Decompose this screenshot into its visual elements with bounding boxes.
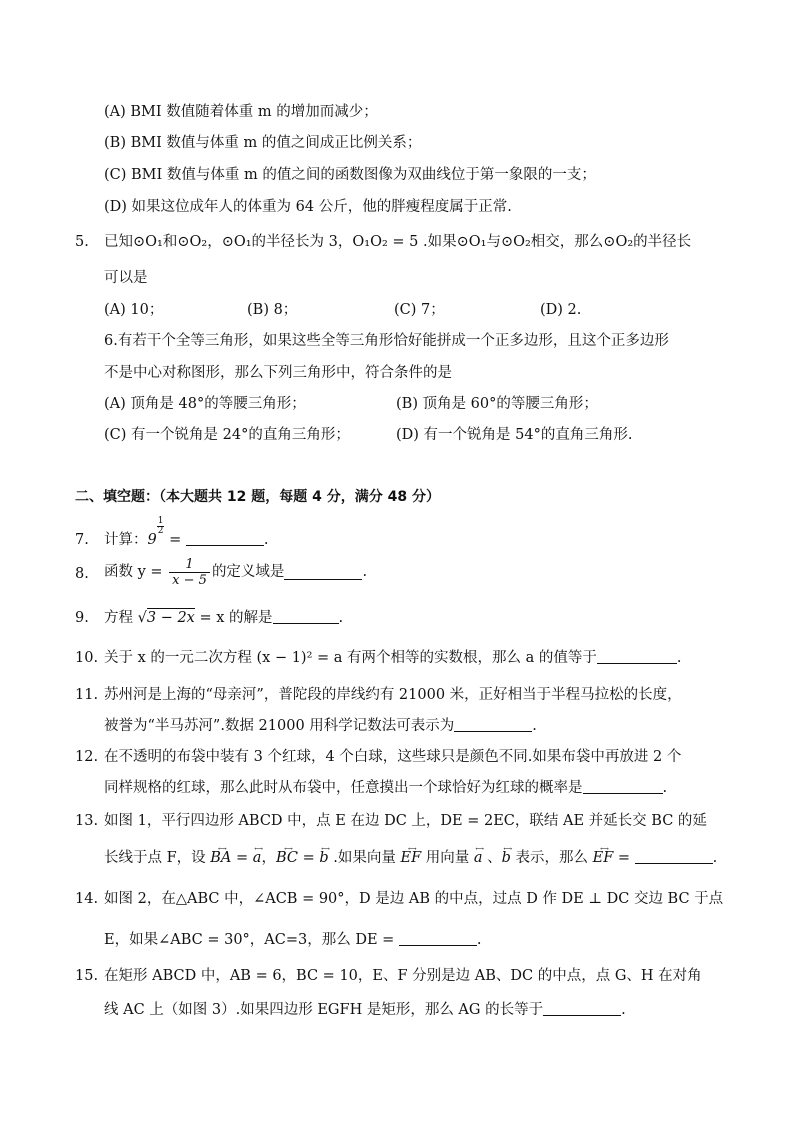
q13-text-line1: 如图 1，平行四边形 ABCD 中，点 E 在边 DC 上，DE = 2EC，联结 AE 并延长交 BC 的延 <box>104 813 707 829</box>
vector-a-2: ←→ a <box>474 848 483 868</box>
q14-answer-blank[interactable] <box>399 931 477 946</box>
q13-l2d: 、 <box>482 850 502 866</box>
q13-text-line2 <box>104 848 717 868</box>
q5-text-line2: 可以是 <box>104 270 148 286</box>
vector-a: ←→ a <box>253 848 262 868</box>
q15-number: 15. <box>75 968 99 984</box>
q12-body: 同样规格的红球，那么此时从布袋中，任意摸出一个球恰好为红球的概率是 <box>104 780 583 796</box>
q7-answer-blank[interactable] <box>186 531 264 546</box>
vector-bc: ←→ BC <box>276 848 298 868</box>
q14-number: 14. <box>75 891 99 907</box>
q15-body: 线 AC 上（如图 3）.如果四边形 EGFH 是矩形，那么 AG 的长等于 <box>104 1002 544 1018</box>
q11-body: 被誉为“半马苏河”.数据 21000 用科学记数法可表示为 <box>104 718 455 734</box>
q10-text <box>104 648 682 668</box>
q14-body: E，如果∠ABC = 30°，AC=3，那么 DE = <box>104 932 399 948</box>
q8-frac-den: x − 5 <box>172 573 207 588</box>
q8-text <box>104 557 367 588</box>
q7-exponent <box>157 517 165 536</box>
vector-ef: ←→ EF <box>400 848 421 868</box>
q12-text-line1: 在不透明的布袋中装有 3 个红球，4 个白球，这些球只是颜色不同.如果布袋中再放进 2 个 <box>104 749 682 765</box>
q15-text-line1: 在矩形 ABCD 中，AB = 6，BC = 10，E、F 分别是边 AB、DC 的中点，点 G、H 在对角 <box>104 968 702 984</box>
q9-number: 9. <box>75 610 89 626</box>
vector-b: ←→ b <box>319 848 328 868</box>
q6-option-c: (C) 有一个锐角是 24°的直角三角形； <box>104 427 350 443</box>
q7-prefix: 计算： <box>104 532 148 548</box>
q8-end: . <box>362 564 368 580</box>
q11-number: 11. <box>75 687 99 703</box>
q10-end: . <box>676 650 682 666</box>
q14-text-line1: 如图 2，在△ABC 中，∠ACB = 90°，D 是边 AB 的中点，过点 D 作 DE ⊥ DC 交边 BC 于点 <box>104 891 724 907</box>
q6-text-line2: 不是中心对称图形，那么下列三角形中，符合条件的是 <box>104 365 452 381</box>
vector-ba: ←→ BA <box>210 848 231 868</box>
q13-end: . <box>712 850 718 866</box>
q5-number: 5. <box>75 234 89 250</box>
q10-body: 关于 x 的一元二次方程 (x − 1)² = a 有两个相等的实数根，那么 a 的值等于 <box>104 650 597 666</box>
q8-prefix: 函数 y = <box>104 564 168 580</box>
q13-number: 13. <box>75 813 99 829</box>
q13-l2c: 用向量 <box>421 850 474 866</box>
q8-post: 的定义域是 <box>211 564 285 580</box>
q7-exp-den: 2 <box>157 526 164 536</box>
q11-text-line1: 苏州河是上海的“母亲河”，普陀段的岸线约有 21000 米，正好相当于半程马拉松的长度， <box>104 687 682 703</box>
q11-end: . <box>532 718 537 734</box>
vector-b-2: ←→ b <box>502 848 511 868</box>
q10-number: 10. <box>75 650 99 666</box>
q9-radicand: 3 − 2x <box>146 610 195 626</box>
q7-number: 7. <box>75 532 89 548</box>
q6-option-d: (D) 有一个锐角是 54°的直角三角形. <box>396 427 633 443</box>
q14-end: . <box>476 932 482 948</box>
q13-eq2: = <box>297 850 320 866</box>
q9-end: . <box>338 610 344 626</box>
q5-option-b: (B) 8； <box>247 302 298 318</box>
q7-text <box>104 516 269 550</box>
q5-option-c: (C) 7； <box>394 302 445 318</box>
q15-text-line2 <box>104 1000 626 1020</box>
q9-prefix: 方程 <box>104 610 138 626</box>
q6-option-b: (B) 顶角是 60°的等腰三角形； <box>396 396 598 412</box>
q13-l2a: 长线于点 F，设 <box>104 850 211 866</box>
q12-end: . <box>662 780 668 796</box>
q6-option-a: (A) 顶角是 48°的等腰三角形； <box>104 396 306 412</box>
q4-option-d: (D) 如果这位成年人的体重为 64 公斤，他的胖瘦程度属于正常. <box>104 199 512 215</box>
q8-fraction <box>169 557 210 588</box>
q12-number: 12. <box>75 749 99 765</box>
q13-sep: ， <box>261 850 276 866</box>
q7-base: 9 <box>147 532 157 548</box>
q4-option-a: (A) BMI 数值随着体重 m 的增加而减少； <box>104 104 378 120</box>
vector-ef-2: ←→ EF <box>593 848 614 868</box>
q15-answer-blank[interactable] <box>543 1001 621 1016</box>
q4-option-c: (C) BMI 数值与体重 m 的值之间的函数图像为双曲线位于第一象限的一支； <box>104 167 596 183</box>
q11-text-line2 <box>104 716 537 736</box>
q10-answer-blank[interactable] <box>597 649 677 664</box>
q13-eq1: = <box>231 850 253 866</box>
q5-option-a: (A) 10； <box>104 302 164 318</box>
q9-text <box>104 608 343 628</box>
q7-eq: = <box>164 532 186 548</box>
q13-answer-blank[interactable] <box>635 849 713 864</box>
q4-option-b: (B) BMI 数值与体重 m 的值之间成正比例关系； <box>104 135 422 151</box>
section-heading: 二、填空题：（本大题共 12 题，每题 4 分，满分 48 分） <box>75 489 440 505</box>
q13-l2b: .如果向量 <box>328 850 401 866</box>
q5-option-d: (D) 2. <box>540 302 582 318</box>
q8-frac-num: 1 <box>169 557 210 573</box>
q12-text-line2 <box>104 778 667 798</box>
q9-mid: = x 的解是 <box>194 610 273 626</box>
q12-answer-blank[interactable] <box>583 779 663 794</box>
q8-number: 8. <box>75 566 89 582</box>
q13-eq4: = <box>613 850 635 866</box>
q11-answer-blank[interactable] <box>454 717 532 732</box>
q5-text-line1: 已知⊙O₁和⊙O₂，⊙O₁的半径长为 3，O₁O₂ = 5 .如果⊙O₁与⊙O₂相交，那么⊙O₂的半径长 <box>104 234 692 250</box>
q6-text-line1: 6.有若干个全等三角形，如果这些全等三角形恰好能拼成一个正多边形，且这个正多边形 <box>104 333 669 349</box>
q9-answer-blank[interactable] <box>273 609 339 624</box>
q7-end: . <box>263 532 269 548</box>
q14-text-line2 <box>104 930 482 950</box>
q8-answer-blank[interactable] <box>284 565 362 580</box>
q7-exp-num: 1 <box>157 516 164 526</box>
q15-end: . <box>621 1002 626 1018</box>
q13-l2e: 表示，那么 <box>510 850 593 866</box>
sqrt-icon: √ <box>137 610 147 626</box>
